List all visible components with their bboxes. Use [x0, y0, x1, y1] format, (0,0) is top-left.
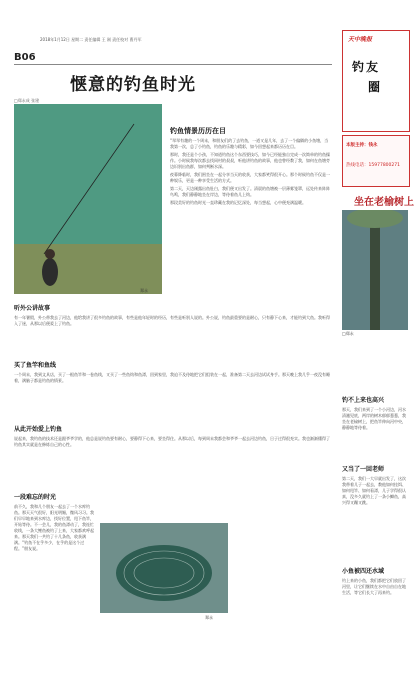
header-rule — [14, 64, 332, 65]
header-meta: 2018年1月12日 星期二 责任编辑 王 刚 责任校对 曹丹军 — [40, 37, 142, 42]
section-heading: 听外公讲故事 — [14, 305, 51, 312]
main-title: 惬意的钓鱼时光 — [70, 75, 196, 95]
section-title: 钓友 — [352, 60, 381, 74]
fishing-photo-graphic — [14, 104, 162, 294]
sidebar-feature-title: 坐在老榆树上 — [354, 197, 414, 208]
article-paragraph: 那段美好的钓鱼时光一直珍藏在我的记忆深处，每当想起，心中便充满温暖。 — [170, 200, 306, 205]
article-heading: 钓鱼情景历历在目 — [170, 127, 226, 135]
section-heading: 一段难忘的时光 — [14, 494, 57, 501]
sidebar-photo-graphic — [342, 210, 408, 330]
page-number: B06 — [14, 52, 36, 63]
sidebar-photo — [342, 210, 408, 330]
fishing-photo — [14, 104, 162, 294]
section-heading: 买了鱼竿和鱼线 — [14, 362, 57, 369]
byline: □郑永成 张建 — [14, 98, 40, 103]
sidebar-section-text: 那天，我们来到了一个小河边，河水清澈见底，两岸的树木郁郁葱葱，我坐在老榆树上，把鱼竿伸向河中央，静静地等待着。 — [342, 407, 406, 430]
sidebar-section-text: 钓上来的小鱼，我们都把它们放回了河里，让它们继续在水中自由自在地生活，等它们长大了再来钓。 — [342, 578, 406, 595]
section-heading: 从此开始爱上钓鱼 — [14, 426, 63, 433]
article-paragraph: “翠翠有趣的一个周末，和朋友们约了去钓鱼，一道又是几年，去了一个偏僻的小鱼塘，当我第一次，总了小钓鱼，钓鱼的乐趣与精彩，如今回想起来都历历在目。 — [170, 138, 329, 149]
sidebar-section-text: 第二天，我们一大早就出发了，这次我带着儿子一起去，教他如何挂饵、如何甩竿、如何看漂，儿子学得很认真，没多久就钓上了一条小鲫鱼，高兴得又蹦又跳。 — [342, 476, 406, 505]
section-text: 有一年暑假，外公带我去了河边，他给我讲了很多钓鱼的故事，有些是他年轻时的经历，有些是听别人说的。外公说，钓鱼最重要的是耐心，只有静下心来，才能钓到大鱼。我听得入了迷，从那以后便爱上了钓鱼。 — [14, 315, 330, 326]
photo-caption: □郑永 — [342, 331, 354, 336]
photo-caption: 郑永 — [140, 288, 148, 293]
article-paragraph: 第二天，天边刚露出鱼肚白，我们便又出发了。清晨的鱼塘被一层薄雾笼罩，远处传来阵阵鸟鸣，我们静静地坐在岸边，等待着鱼儿上钩。 — [170, 186, 330, 197]
article-body — [170, 138, 330, 318]
article-paragraph: 那时，我还是个小孩，不知道钓鱼这个东西要技巧，如今已经能独自完成一次简单的钓鱼操作。小时候我每次都去找同村的叔叔，听他讲钓鱼的故事，他也曾经教了我，如何在鱼塘旁边识别出鱼群，如何判断水深。 — [170, 152, 330, 169]
newspaper-logo: 天中晚报 — [348, 36, 373, 43]
section-text: 一个周末，我到文具店，买了一根鱼竿和一卷鱼线，又买了一些鱼钩和鱼漂，回到家里，我迫不及待地把它们组装在一起，准备第二天去河边试试身手。那天晚上我几乎一夜没有睡着，满脑子都是钓鱼的情景。 — [14, 372, 330, 383]
fish-net-photo — [100, 523, 228, 613]
sidebar-section-heading: 钓不上来也高兴 — [342, 397, 385, 404]
article-paragraph: 夜幕降临时，我们围坐在一起分享当天的收获，大家都笑得很开心。那个时候钓鱼不仅是一种娱乐，更是一种享受生活的方式。 — [170, 172, 330, 183]
section-title-2: 圈 — [368, 80, 381, 94]
sidebar-section-heading: 小鱼被四还水域 — [342, 568, 385, 575]
section-text-continued — [232, 504, 332, 664]
fish-net-graphic — [100, 523, 228, 613]
editor-contact: 热线电话：15977800271 — [346, 163, 400, 168]
section-text: 说起来，我钓鱼的技术还是跟爷爷学的，他总是说钓鱼要有耐心，要静得下心来，要坐得住。从那以后，每到周末我都会和爷爷一起去河边钓鱼，日子过得很充实。我也渐渐懂得了钓鱼其实就是在修炼自己的心性。 — [14, 436, 330, 447]
photo-caption: 郑永 — [205, 615, 213, 620]
sidebar-section-heading: 又当了一回老师 — [342, 466, 385, 473]
section-text: 前不久，我和几个朋友一起去了一个水库钓鱼。那天天气很好，阳光明媚，微风习习。我们早早地来到水库边，找好位置，甩下鱼竿，开始等待。不一会儿，我的鱼漂动了，我连忙收线，一条大鲤鱼被钓了上来，大家都欢呼起来。那天我们一共钓了十几条鱼，收获满满。“钓鱼不在乎多少，在乎的是这个过程。”朋友说。 — [14, 504, 94, 551]
editor-label: 本版主持：钱永 — [346, 143, 378, 148]
